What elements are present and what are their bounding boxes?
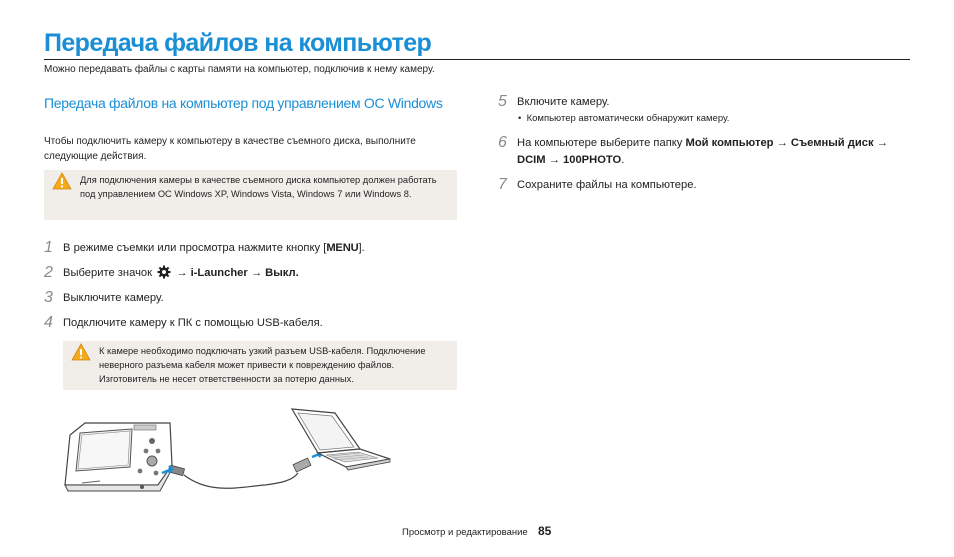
- step-number: 5: [498, 93, 507, 110]
- section-heading: Передача файлов на компьютер под управлением ОС Windows: [44, 95, 443, 111]
- step-number: 7: [498, 176, 507, 193]
- note-box: [63, 341, 457, 390]
- step-item: [498, 177, 697, 193]
- step-item: [44, 290, 164, 306]
- step-bullet: • Компьютер автоматически обнаружит камеру.: [518, 113, 730, 124]
- settings-gear-icon: [157, 265, 171, 284]
- warning-icon: [63, 341, 99, 361]
- note-text: Для подключения камеры в качестве съемного диска компьютер должен работать под управлением ОС Windows XP, Windows Vista, Windows 7 или Windows 8.: [80, 175, 437, 199]
- step-item: [44, 240, 365, 256]
- step-text: Включите камеру.: [517, 96, 610, 108]
- step-item: [498, 135, 918, 169]
- page-intro: Можно передавать файлы с карты памяти на компьютер, подключив к нему камеру.: [44, 64, 435, 75]
- camera-icon: [65, 423, 172, 491]
- section-intro: Чтобы подключить камеру к компьютеру в качестве съемного диска, выполните следующие действия.: [44, 136, 416, 162]
- note-box: [44, 170, 457, 220]
- step-text: Подключите камеру к ПК с помощью USB-кабеля.: [63, 317, 323, 329]
- step-text: Выберите значок → i-Launcher → Выкл.: [63, 265, 299, 284]
- step-item: [44, 265, 299, 284]
- step-number: 4: [44, 314, 53, 331]
- step-text: Сохраните файлы на компьютере.: [517, 179, 697, 191]
- step-number: 1: [44, 239, 53, 256]
- step-item: [498, 94, 610, 110]
- usb-cable-icon: [162, 451, 322, 488]
- step-number: 3: [44, 289, 53, 306]
- step-text: На компьютере выберите папку Мой компьютер → Съемный диск → DCIM → 100PHOTO.: [517, 137, 888, 166]
- step-text: Выключите камеру.: [63, 292, 164, 304]
- page-title: Передача файлов на компьютер: [44, 29, 432, 57]
- step-number: 6: [498, 134, 507, 151]
- page-number: 85: [538, 524, 552, 538]
- title-divider: [44, 59, 910, 60]
- menu-key-label: MENU: [326, 242, 359, 254]
- step-item: [44, 315, 323, 331]
- step-number: 2: [44, 264, 53, 281]
- footer-section-label: Просмотр и редактирование: [402, 527, 528, 538]
- note-text: К камере необходимо подключать узкий разъем USB-кабеля. Подключение неверного разъема кабеля может привести к повреждению файлов. Изготовитель не несет ответственности за потерю данных.: [99, 346, 426, 384]
- warning-icon: [44, 170, 80, 190]
- step-text: В режиме съемки или просмотра нажмите кнопку [MENU].: [63, 242, 365, 254]
- camera-to-laptop-illustration: [60, 405, 400, 500]
